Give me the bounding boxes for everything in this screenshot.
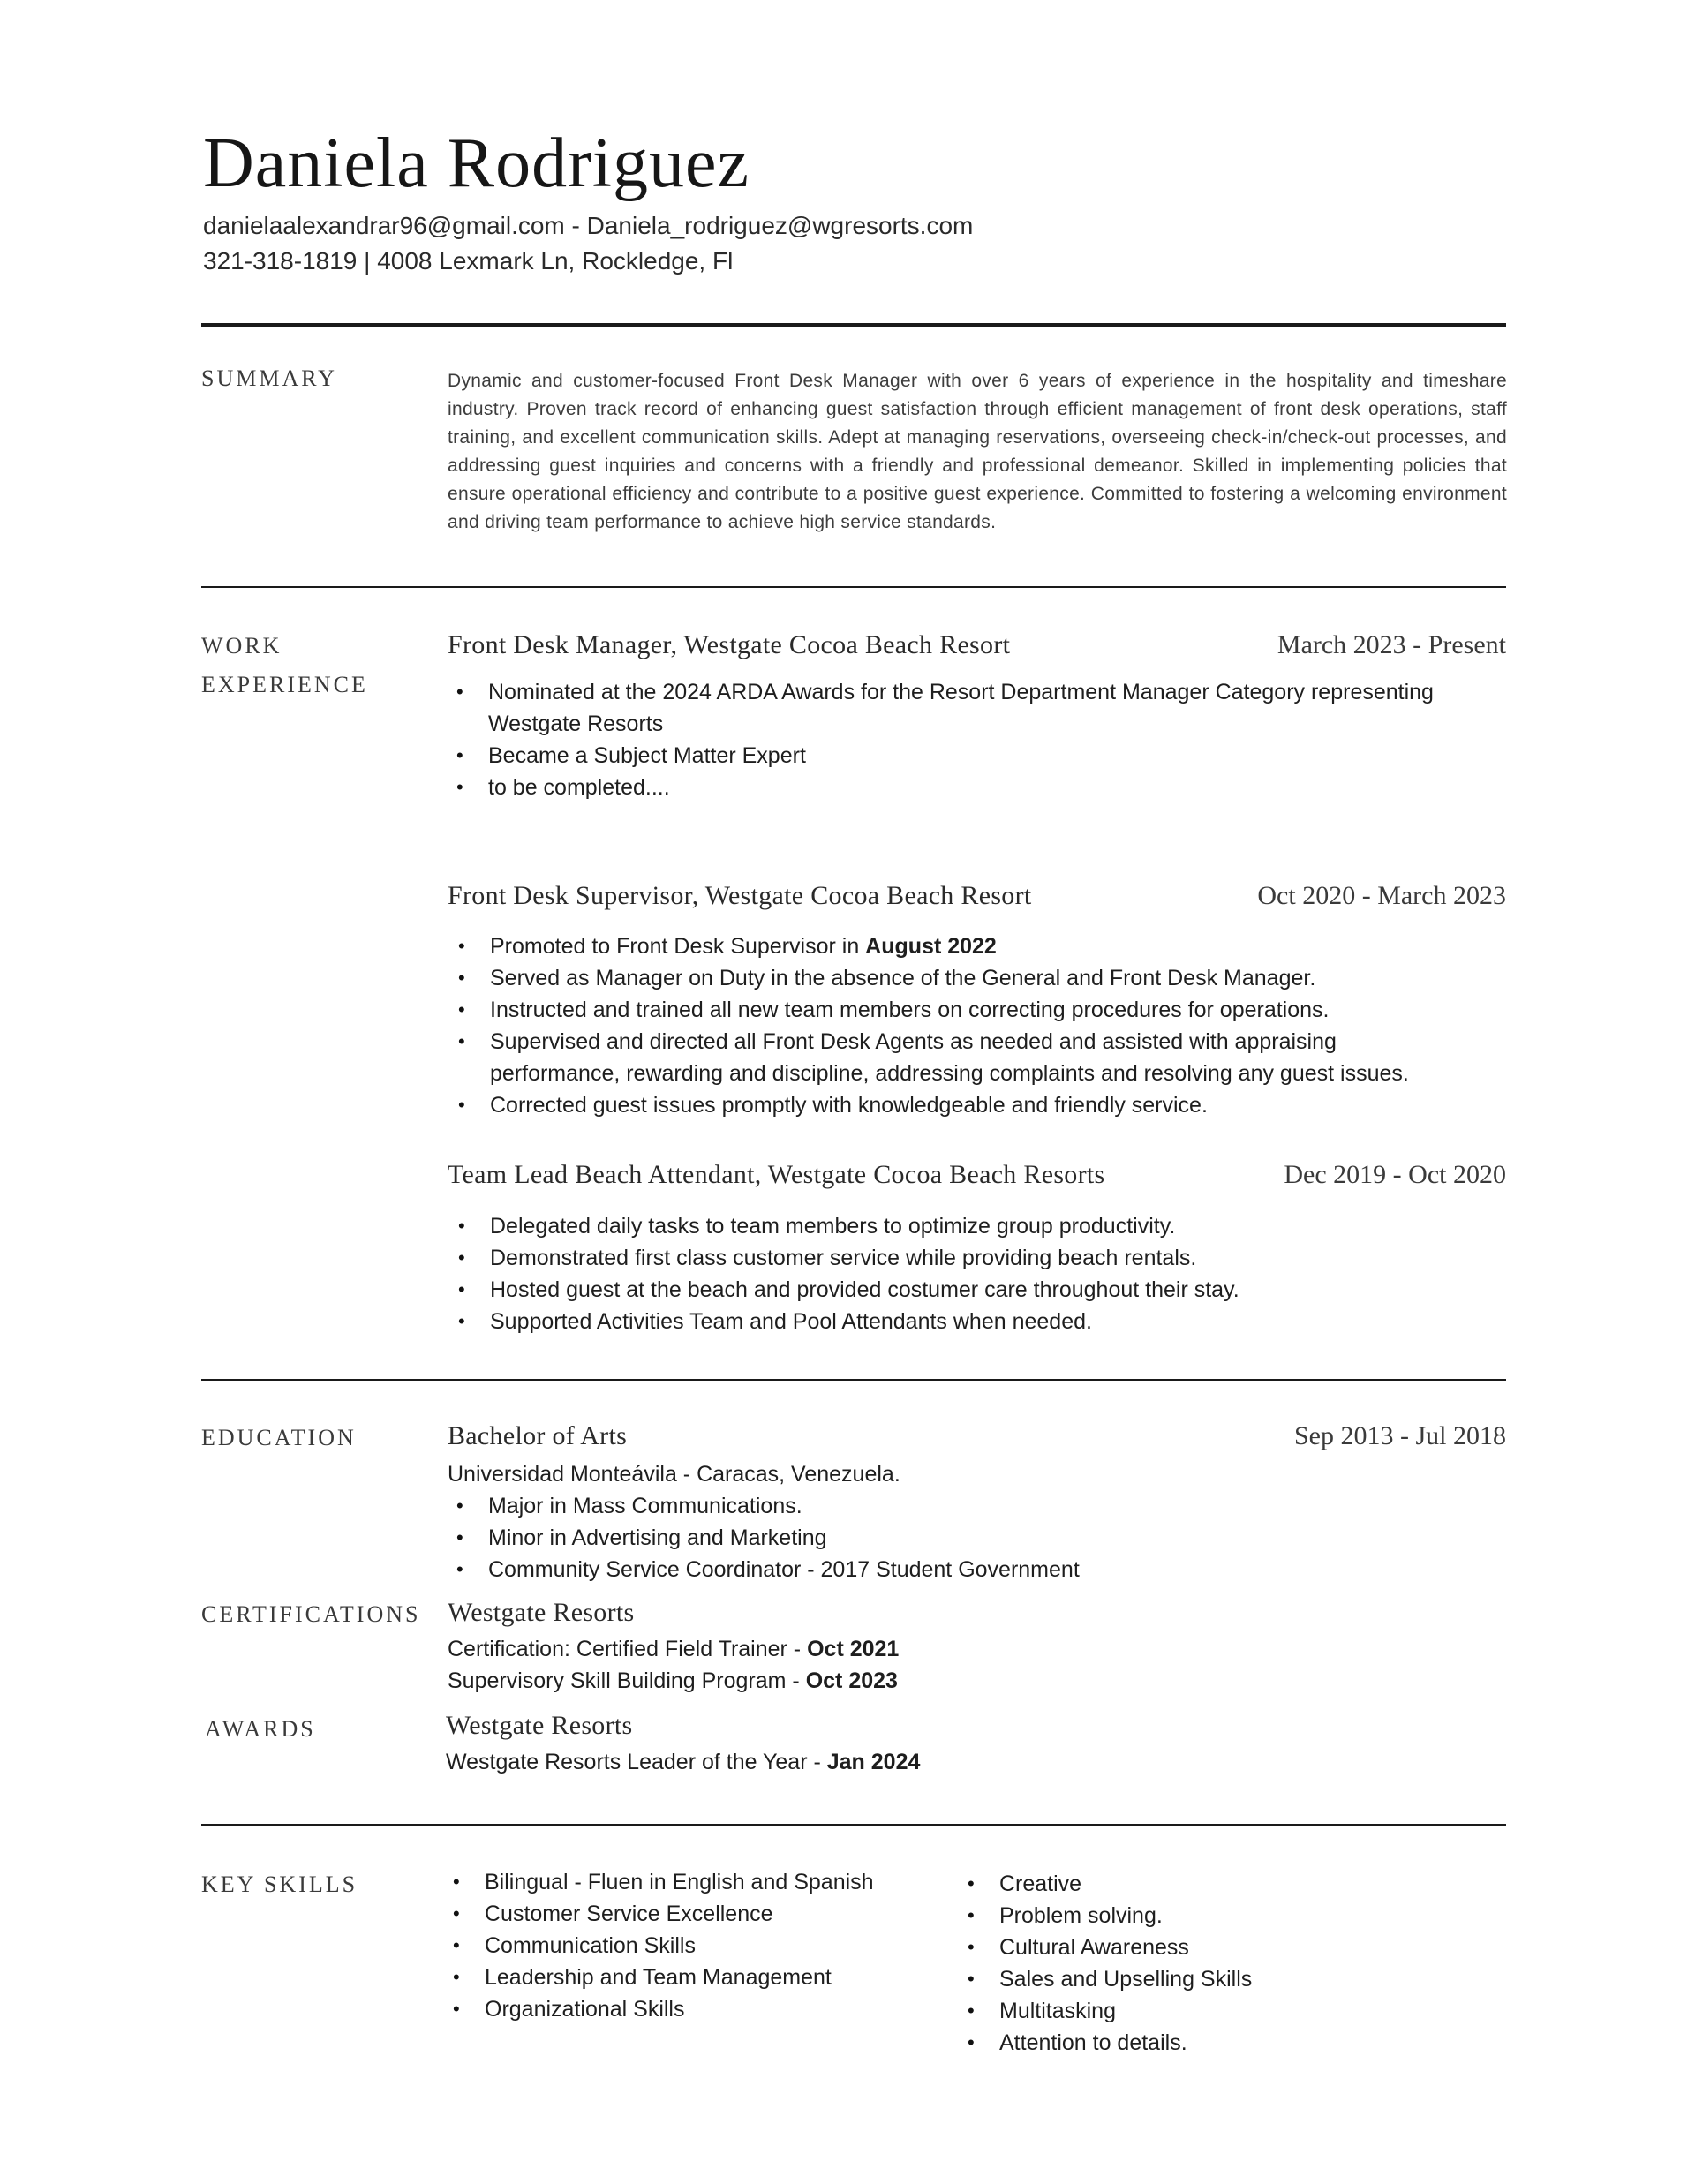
- skills-list-right: [960, 1868, 1441, 2059]
- skills-list-left: [446, 1866, 979, 2025]
- award-line: [446, 1746, 920, 1778]
- list-item: [490, 930, 1470, 962]
- list-item: • Minor in Advertising and Marketing: [488, 1522, 1371, 1554]
- list-item: • Supervised and directed all Front Desk Agents as needed and assisted with appraising performance, rewarding and discipline, addressing complaints and resolving any guest issues.: [490, 1026, 1470, 1089]
- skill-item: • Communication Skills: [485, 1930, 979, 1962]
- list-item: • Corrected guest issues promptly with knowledgeable and friendly service.: [490, 1089, 1470, 1121]
- section-label-summary: SUMMARY: [201, 365, 337, 391]
- education-dates: Sep 2013 - Jul 2018: [1294, 1421, 1506, 1450]
- skill-item: • Creative: [999, 1868, 1441, 1900]
- section-label-education: EDUCATION: [201, 1425, 357, 1450]
- section-label-key-skills: KEY SKILLS: [201, 1871, 358, 1897]
- skill-item: • Problem solving.: [999, 1900, 1441, 1932]
- job-dates: Dec 2019 - Oct 2020: [1284, 1160, 1506, 1189]
- summary-text: Dynamic and customer-focused Front Desk Manager with over 6 years of experience in the hospitality and timeshare industry. Proven track record of enhancing guest satisfaction through efficient management of front desk operations, staff training, and excellent communication skills. Adept at managing reservations, overseeing check-in/check-out processes, and addressing guest inquiries and concerns with a friendly and professional demeanor. Skilled in implementing policies that ensure operational efficiency and contribute to a positive guest experience. Committed to fostering a welcoming environment and driving team performance to achieve high service standards.: [448, 371, 1507, 532]
- list-item: • Demonstrated first class customer service while providing beach rentals.: [490, 1242, 1505, 1274]
- skill-item: • Bilingual - Fluen in English and Spanish: [485, 1866, 979, 1898]
- section-label-work-experience: [201, 627, 368, 704]
- list-item: • Became a Subject Matter Expert: [488, 740, 1459, 772]
- list-item-text: Promoted to Front Desk Supervisor in: [490, 934, 866, 959]
- summary-divider: [201, 586, 1506, 588]
- certification-text: Certification: Certified Field Trainer -: [448, 1637, 808, 1661]
- skill-item: • Sales and Upselling Skills: [999, 1963, 1441, 1995]
- job-dates: March 2023 - Present: [1277, 630, 1506, 659]
- certification-date: Oct 2021: [807, 1637, 900, 1661]
- certifications-org: Westgate Resorts: [448, 1598, 635, 1627]
- certification-line: [448, 1665, 898, 1697]
- list-item: • Major in Mass Communications.: [488, 1490, 1371, 1522]
- contact-phone-address: 321-318-1819 | 4008 Lexmark Ln, Rockledge, Fl: [203, 247, 734, 275]
- skill-item: • Customer Service Excellence: [485, 1898, 979, 1930]
- work-divider: [201, 1379, 1506, 1381]
- education-divider: [201, 1824, 1506, 1826]
- certification-line: [448, 1633, 899, 1665]
- list-item-bold-date: August 2022: [865, 934, 997, 959]
- degree-title: Bachelor of Arts: [448, 1421, 628, 1450]
- label-line-experience: EXPERIENCE: [201, 672, 368, 697]
- awards-org: Westgate Resorts: [446, 1711, 633, 1740]
- education-bullets: [449, 1490, 1371, 1585]
- skill-item: • Leadership and Team Management: [485, 1962, 979, 1993]
- job-bullets: [451, 930, 1470, 1121]
- skill-item: • Attention to details.: [999, 2027, 1441, 2059]
- list-item: • Delegated daily tasks to team members to optimize group productivity.: [490, 1210, 1505, 1242]
- certification-text: Supervisory Skill Building Program -: [448, 1668, 806, 1693]
- award-date: Jan 2024: [826, 1750, 921, 1774]
- skill-item: • Multitasking: [999, 1995, 1441, 2027]
- job-bullets: [449, 676, 1459, 803]
- list-item: • Supported Activities Team and Pool Attendants when needed.: [490, 1306, 1505, 1337]
- header-divider: [201, 323, 1506, 327]
- section-label-awards: AWARDS: [205, 1716, 316, 1742]
- job-title: Front Desk Supervisor, Westgate Cocoa Beach Resort: [448, 881, 1032, 910]
- list-item: • Nominated at the 2024 ARDA Awards for the Resort Department Manager Category representing Westgate Resorts: [488, 676, 1459, 740]
- job-dates: Oct 2020 - March 2023: [1257, 881, 1506, 910]
- skill-item: • Organizational Skills: [485, 1993, 979, 2025]
- job-bullets: [451, 1210, 1505, 1337]
- job-title: Front Desk Manager, Westgate Cocoa Beach Resort: [448, 630, 1011, 659]
- list-item: • Community Service Coordinator - 2017 Student Government: [488, 1554, 1371, 1585]
- candidate-name: Daniela Rodriguez: [203, 124, 750, 202]
- award-text: Westgate Resorts Leader of the Year -: [446, 1750, 827, 1774]
- school-name: Universidad Monteávila - Caracas, Venezuela.: [448, 1462, 900, 1487]
- contact-emails: danielaalexandrar96@gmail.com - Daniela_rodriguez@wgresorts.com: [203, 212, 974, 239]
- list-item: • Instructed and trained all new team members on correcting procedures for operations.: [490, 994, 1470, 1026]
- list-item: • to be completed....: [488, 772, 1459, 803]
- skill-item: • Cultural Awareness: [999, 1932, 1441, 1963]
- list-item: • Served as Manager on Duty in the absence of the General and Front Desk Manager.: [490, 962, 1470, 994]
- certification-date: Oct 2023: [805, 1668, 898, 1693]
- list-item: • Hosted guest at the beach and provided costumer care throughout their stay.: [490, 1274, 1505, 1306]
- job-title: Team Lead Beach Attendant, Westgate Cocoa Beach Resorts: [448, 1160, 1105, 1189]
- section-label-certifications: CERTIFICATIONS: [201, 1601, 421, 1627]
- label-line-work: WORK: [201, 633, 282, 659]
